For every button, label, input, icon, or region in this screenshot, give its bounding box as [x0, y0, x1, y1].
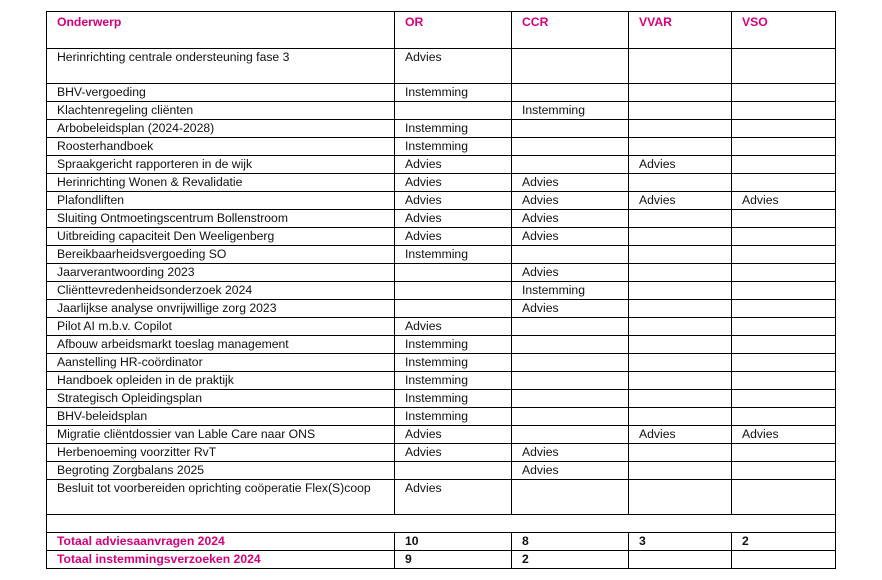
totals-row [47, 551, 836, 569]
row-cell [732, 49, 836, 84]
header-ccr: CCR [512, 12, 629, 49]
row-cell [732, 228, 836, 246]
totals-value: 9 [395, 551, 512, 569]
row-cell [629, 210, 732, 228]
table-row [47, 246, 836, 264]
row-cell [732, 156, 836, 174]
row-subject: Herbenoeming voorzitter RvT [47, 444, 395, 462]
row-cell: Instemming [395, 354, 512, 372]
row-cell [732, 336, 836, 354]
row-cell: Advies [395, 192, 512, 210]
row-cell [732, 444, 836, 462]
row-cell [629, 174, 732, 192]
table-row [47, 426, 836, 444]
table-row [47, 210, 836, 228]
header-vvar: VVAR [629, 12, 732, 49]
row-cell [512, 138, 629, 156]
row-cell [629, 336, 732, 354]
row-cell [732, 246, 836, 264]
row-cell [629, 120, 732, 138]
row-subject: Pilot AI m.b.v. Copilot [47, 318, 395, 336]
row-cell [512, 426, 629, 444]
row-subject: Bereikbaarheidsvergoeding SO [47, 246, 395, 264]
row-cell: Advies [395, 174, 512, 192]
row-cell [732, 174, 836, 192]
row-cell: Instemming [395, 390, 512, 408]
row-cell: Instemming [512, 102, 629, 120]
table-row [47, 444, 836, 462]
row-cell [512, 318, 629, 336]
table-row [47, 228, 836, 246]
row-cell: Advies [512, 300, 629, 318]
row-cell: Instemming [395, 138, 512, 156]
spacer-cell [47, 515, 836, 533]
row-cell [732, 120, 836, 138]
row-cell: Advies [395, 156, 512, 174]
row-cell: Advies [732, 426, 836, 444]
row-cell [512, 408, 629, 426]
row-cell [629, 282, 732, 300]
totals-value: 10 [395, 533, 512, 551]
table-body [47, 49, 836, 533]
row-cell [732, 408, 836, 426]
table-row [47, 49, 836, 84]
row-subject: Cliënttevredenheidsonderzoek 2024 [47, 282, 395, 300]
row-subject: Plafondliften [47, 192, 395, 210]
row-subject: Roosterhandboek [47, 138, 395, 156]
table-row [47, 318, 836, 336]
table-row [47, 408, 836, 426]
row-cell [732, 354, 836, 372]
totals-label: Totaal adviesaanvragen 2024 [47, 533, 395, 551]
row-cell [395, 300, 512, 318]
table-row [47, 462, 836, 480]
row-cell [395, 282, 512, 300]
row-subject: Herinrichting centrale ondersteuning fase 3 [47, 49, 395, 84]
row-cell [629, 264, 732, 282]
row-subject: Begroting Zorgbalans 2025 [47, 462, 395, 480]
row-cell [629, 444, 732, 462]
row-cell: Advies [395, 210, 512, 228]
row-cell: Advies [395, 426, 512, 444]
row-cell [629, 354, 732, 372]
row-cell [629, 84, 732, 102]
row-cell [732, 84, 836, 102]
row-cell [629, 228, 732, 246]
row-cell [732, 318, 836, 336]
row-cell [732, 102, 836, 120]
totals-row [47, 533, 836, 551]
row-cell [629, 390, 732, 408]
row-cell [732, 480, 836, 515]
table-row [47, 372, 836, 390]
row-cell [512, 480, 629, 515]
spacer-row [47, 515, 836, 533]
row-subject: Migratie cliëntdossier van Lable Care naar ONS [47, 426, 395, 444]
row-subject: Handboek opleiden in de praktijk [47, 372, 395, 390]
table-row [47, 354, 836, 372]
table-row [47, 156, 836, 174]
row-cell: Advies [512, 462, 629, 480]
table-row [47, 336, 836, 354]
row-cell: Advies [512, 210, 629, 228]
table-row [47, 264, 836, 282]
row-cell: Advies [512, 174, 629, 192]
row-subject: Afbouw arbeidsmarkt toeslag management [47, 336, 395, 354]
row-cell [732, 210, 836, 228]
table-row [47, 174, 836, 192]
row-cell [732, 462, 836, 480]
row-cell [629, 462, 732, 480]
row-cell [629, 408, 732, 426]
row-subject: Spraakgericht rapporteren in de wijk [47, 156, 395, 174]
table-row [47, 102, 836, 120]
row-cell: Advies [732, 192, 836, 210]
header-row [47, 12, 836, 49]
row-cell [395, 462, 512, 480]
row-cell [395, 102, 512, 120]
table-row [47, 138, 836, 156]
row-subject: Jaarverantwoording 2023 [47, 264, 395, 282]
totals-value: 8 [512, 533, 629, 551]
row-cell [629, 138, 732, 156]
row-cell: Advies [512, 192, 629, 210]
row-cell: Advies [512, 444, 629, 462]
decisions-table [46, 11, 836, 569]
row-cell: Advies [629, 192, 732, 210]
table-row [47, 480, 836, 515]
table-row [47, 390, 836, 408]
row-cell: Advies [512, 264, 629, 282]
row-cell [512, 372, 629, 390]
row-cell [512, 156, 629, 174]
row-cell [629, 372, 732, 390]
row-cell [629, 318, 732, 336]
row-cell [629, 246, 732, 264]
row-cell [732, 264, 836, 282]
table-row [47, 192, 836, 210]
row-subject: Arbobeleidsplan (2024-2028) [47, 120, 395, 138]
row-subject: Besluit tot voorbereiden oprichting coöperatie Flex(S)coop [47, 480, 395, 515]
totals-body [47, 533, 836, 569]
row-cell: Advies [629, 426, 732, 444]
row-cell: Instemming [512, 282, 629, 300]
row-cell: Advies [629, 156, 732, 174]
row-cell [512, 390, 629, 408]
row-cell: Instemming [395, 336, 512, 354]
row-cell [629, 49, 732, 84]
row-cell [512, 246, 629, 264]
row-cell [732, 372, 836, 390]
row-cell: Advies [395, 318, 512, 336]
row-cell [732, 300, 836, 318]
row-cell: Advies [395, 49, 512, 84]
row-subject: Strategisch Opleidingsplan [47, 390, 395, 408]
row-cell [512, 49, 629, 84]
totals-value: 2 [512, 551, 629, 569]
row-cell [732, 390, 836, 408]
totals-value: 3 [629, 533, 732, 551]
row-cell [629, 300, 732, 318]
table-row [47, 282, 836, 300]
row-cell [512, 120, 629, 138]
totals-value: 2 [732, 533, 836, 551]
totals-value [732, 551, 836, 569]
row-cell: Instemming [395, 408, 512, 426]
row-cell [512, 336, 629, 354]
totals-label: Totaal instemmingsverzoeken 2024 [47, 551, 395, 569]
row-cell [512, 84, 629, 102]
row-cell [732, 138, 836, 156]
row-cell: Advies [395, 480, 512, 515]
row-cell [512, 354, 629, 372]
table-row [47, 120, 836, 138]
row-cell [732, 282, 836, 300]
header-vso: VSO [732, 12, 836, 49]
row-cell: Instemming [395, 246, 512, 264]
row-subject: Aanstelling HR-coördinator [47, 354, 395, 372]
row-subject: BHV-vergoeding [47, 84, 395, 102]
row-cell: Advies [395, 444, 512, 462]
row-subject: Uitbreiding capaciteit Den Weeligenberg [47, 228, 395, 246]
row-subject: Jaarlijkse analyse onvrijwillige zorg 2023 [47, 300, 395, 318]
row-subject: BHV-beleidsplan [47, 408, 395, 426]
header-onderwerp: Onderwerp [47, 12, 395, 49]
row-cell: Advies [395, 228, 512, 246]
header-or: OR [395, 12, 512, 49]
row-cell: Instemming [395, 372, 512, 390]
row-cell: Instemming [395, 84, 512, 102]
row-cell [395, 264, 512, 282]
row-subject: Klachtenregeling cliënten [47, 102, 395, 120]
row-cell: Advies [512, 228, 629, 246]
row-cell [629, 102, 732, 120]
row-subject: Herinrichting Wonen & Revalidatie [47, 174, 395, 192]
row-subject: Sluiting Ontmoetingscentrum Bollenstroom [47, 210, 395, 228]
row-cell [629, 480, 732, 515]
row-cell: Instemming [395, 120, 512, 138]
table-row [47, 84, 836, 102]
table-row [47, 300, 836, 318]
totals-value [629, 551, 732, 569]
